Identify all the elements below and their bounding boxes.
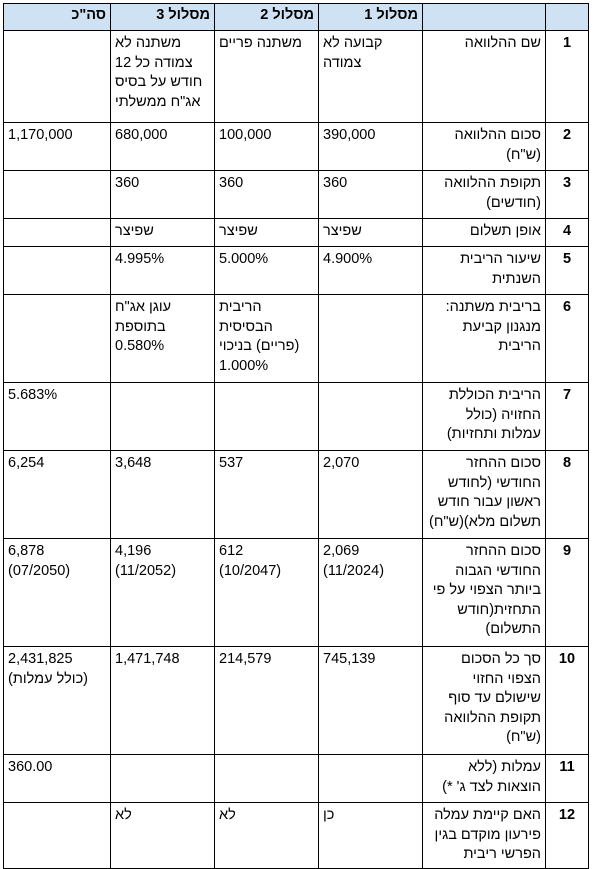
track-2-cell: 360: [215, 171, 319, 219]
header-number: [546, 4, 589, 31]
table-row: [4, 451, 589, 539]
table-row: [4, 295, 589, 383]
table-row: [4, 803, 589, 869]
row-number: 7: [546, 383, 589, 451]
track-2-cell: 537: [215, 451, 319, 539]
header-row: [4, 4, 589, 31]
track-2-cell: שפיצר: [215, 219, 319, 247]
total-cell: [4, 295, 111, 383]
row-label: תקופת ההלוואה (חודשים): [423, 171, 546, 219]
row-number: 12: [546, 803, 589, 869]
total-cell: 5.683%: [4, 383, 111, 451]
track-2-cell: [215, 755, 319, 803]
row-label: סך כל הסכום הצפוי החזוי שישולם עד סוף תקופת ההלוואה (ש"ח): [423, 647, 546, 755]
table-row: [4, 123, 589, 171]
loan-tracks-table: [3, 3, 589, 869]
header-track-3: מסלול 3: [111, 4, 215, 31]
track-3-cell: משתנה לא צמודה כל 12 חודש על בסיס אג"ח ממשלתי: [111, 31, 215, 123]
header-track-1: מסלול 1: [319, 4, 423, 31]
track-1-cell: [319, 383, 423, 451]
track-2-cell: הריבית הבסיסית (פריים) בניכוי 1.000%: [215, 295, 319, 383]
track-1-cell: 2,070: [319, 451, 423, 539]
row-number: 3: [546, 171, 589, 219]
table-row: [4, 219, 589, 247]
total-cell: 360.00: [4, 755, 111, 803]
track-3-cell: 4.995%: [111, 247, 215, 295]
row-label: שם ההלוואה: [423, 31, 546, 123]
track-3-cell: 680,000: [111, 123, 215, 171]
track-3-cell: 360: [111, 171, 215, 219]
track-3-cell: לא: [111, 803, 215, 869]
total-cell: [4, 247, 111, 295]
track-2-cell: משתנה פריים: [215, 31, 319, 123]
track-2-cell: 100,000: [215, 123, 319, 171]
total-cell: [4, 219, 111, 247]
row-number: 2: [546, 123, 589, 171]
track-3-cell: 1,471,748: [111, 647, 215, 755]
table-row: [4, 247, 589, 295]
row-label: האם קיימת עמלה פירעון מוקדם בגין הפרשי ריבית: [423, 803, 546, 869]
total-cell: [4, 171, 111, 219]
track-3-cell: 3,648: [111, 451, 215, 539]
track-2-cell: 214,579: [215, 647, 319, 755]
track-3-cell: 4,196 (11/2052): [111, 539, 215, 647]
track-1-cell: [319, 295, 423, 383]
track-1-cell: קבועה לא צמודה: [319, 31, 423, 123]
table-row: [4, 755, 589, 803]
total-cell: 6,254: [4, 451, 111, 539]
total-cell: [4, 31, 111, 123]
track-2-cell: לא: [215, 803, 319, 869]
track-2-cell: 612 (10/2047): [215, 539, 319, 647]
table-row: [4, 383, 589, 451]
row-number: 10: [546, 647, 589, 755]
table-row: [4, 171, 589, 219]
row-number: 5: [546, 247, 589, 295]
row-label: עמלות (ללא הוצאות לצד ג' *): [423, 755, 546, 803]
track-2-cell: [215, 383, 319, 451]
total-cell: 6,878 (07/2050): [4, 539, 111, 647]
row-number: 4: [546, 219, 589, 247]
track-1-cell: 2,069 (11/2024): [319, 539, 423, 647]
track-1-cell: 745,139: [319, 647, 423, 755]
track-1-cell: 390,000: [319, 123, 423, 171]
table-row: [4, 647, 589, 755]
row-label: בריבית משתנה: מנגנון קביעת הריבית: [423, 295, 546, 383]
table-row: [4, 31, 589, 123]
row-number: 1: [546, 31, 589, 123]
row-number: 8: [546, 451, 589, 539]
track-1-cell: [319, 755, 423, 803]
total-cell: 1,170,000: [4, 123, 111, 171]
track-3-cell: עוגן אג"ח בתוספת 0.580%: [111, 295, 215, 383]
row-number: 11: [546, 755, 589, 803]
row-number: 9: [546, 539, 589, 647]
total-cell: [4, 803, 111, 869]
row-number: 6: [546, 295, 589, 383]
header-total: סה"כ: [4, 4, 111, 31]
track-1-cell: 360: [319, 171, 423, 219]
header-label: [423, 4, 546, 31]
row-label: סכום ההלוואה (ש"ח): [423, 123, 546, 171]
track-3-cell: [111, 755, 215, 803]
row-label: שיעור הריבית השנתית: [423, 247, 546, 295]
row-label: הריבית הכוללת החזויה (כולל עמלות ותחזיות): [423, 383, 546, 451]
track-2-cell: 5.000%: [215, 247, 319, 295]
table-row: [4, 539, 589, 647]
header-track-2: מסלול 2: [215, 4, 319, 31]
track-1-cell: כן: [319, 803, 423, 869]
track-3-cell: שפיצר: [111, 219, 215, 247]
track-1-cell: 4.900%: [319, 247, 423, 295]
row-label: אופן תשלום: [423, 219, 546, 247]
track-3-cell: [111, 383, 215, 451]
total-cell: 2,431,825 (כולל עמלות): [4, 647, 111, 755]
row-label: סכום ההחזר החודשי הגבוה ביותר הצפוי על פי התחזית(חודש התשלום): [423, 539, 546, 647]
track-1-cell: שפיצר: [319, 219, 423, 247]
row-label: סכום ההחזר החודשי (לחודש ראשון עבור חודש תשלום מלא)(ש"ח): [423, 451, 546, 539]
